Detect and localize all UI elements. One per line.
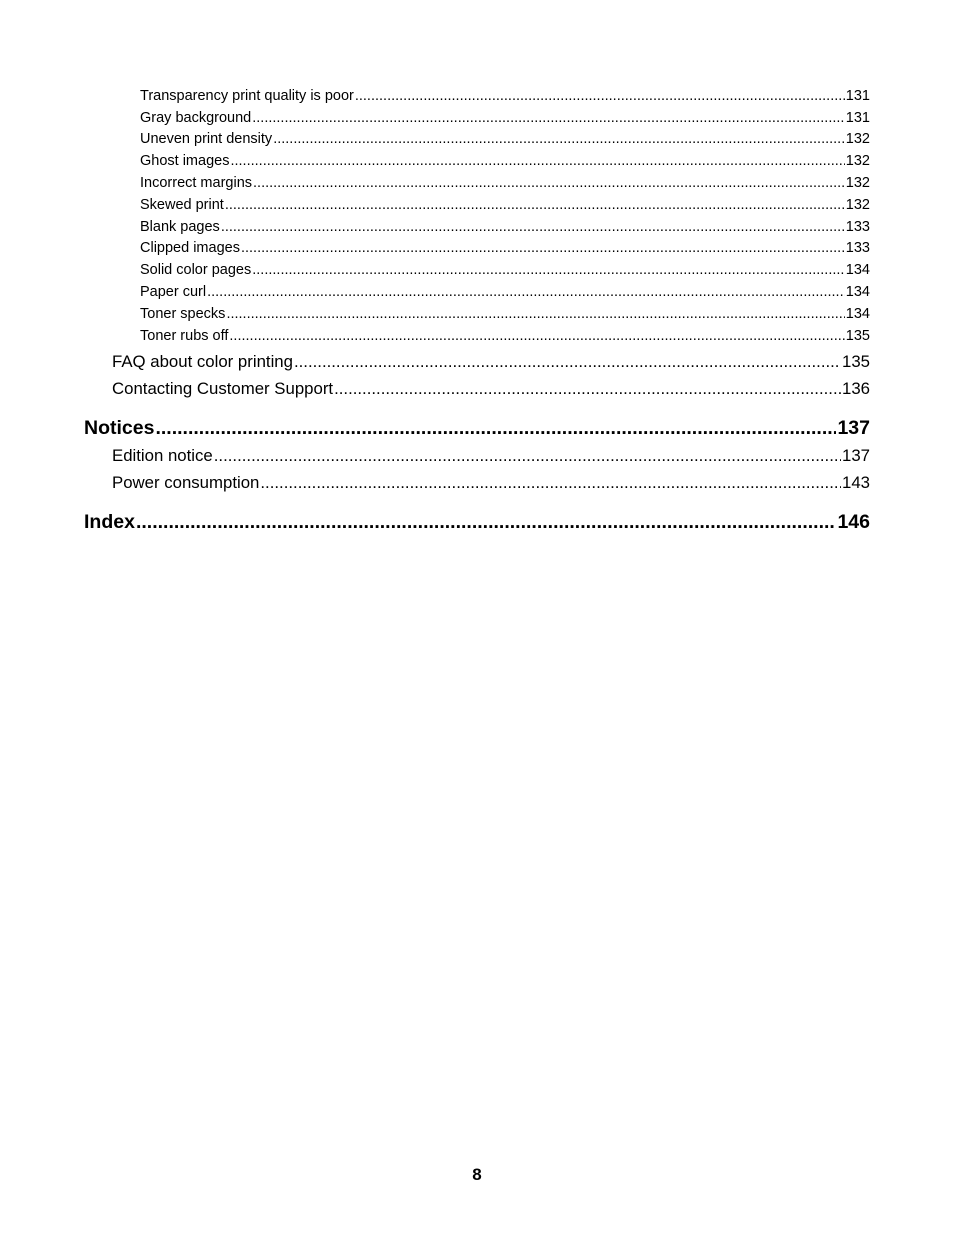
toc-entry-toner-specks[interactable] xyxy=(140,305,870,323)
toc-entry-contacting-customer-support[interactable] xyxy=(112,378,870,400)
toc-entry-toner-rubs-off[interactable] xyxy=(140,327,870,345)
dot-leader xyxy=(252,261,845,279)
toc-entry-page: 134 xyxy=(845,284,870,300)
toc-entry-page: 132 xyxy=(845,175,870,191)
dot-leader xyxy=(136,509,837,535)
toc-entry-ghost-images[interactable] xyxy=(140,152,870,170)
toc-entry-label: Blank pages xyxy=(140,219,220,235)
dot-leader xyxy=(260,472,841,494)
toc-chapter-page: 137 xyxy=(837,417,870,439)
dot-leader xyxy=(229,327,844,345)
dot-leader xyxy=(230,152,844,170)
toc-chapter-label: Index xyxy=(84,511,135,533)
dot-leader xyxy=(214,445,841,467)
dot-leader xyxy=(294,351,841,373)
dot-leader xyxy=(207,283,845,301)
toc-entry-page: 132 xyxy=(845,153,870,169)
toc-entry-uneven-print-density[interactable] xyxy=(140,130,870,148)
dot-leader xyxy=(241,239,845,257)
toc-entry-page: 131 xyxy=(845,110,870,126)
dot-leader xyxy=(273,130,845,148)
toc-entry-page: 132 xyxy=(845,197,870,213)
toc-entry-label: Skewed print xyxy=(140,197,224,213)
toc-entry-label: Clipped images xyxy=(140,240,240,256)
toc-entry-power-consumption[interactable] xyxy=(112,472,870,494)
dot-leader xyxy=(221,218,845,236)
toc-entry-edition-notice[interactable] xyxy=(112,445,870,467)
toc-entry-label: Edition notice xyxy=(112,446,213,465)
toc-entry-blank-pages[interactable] xyxy=(140,218,870,236)
toc-entry-page: 133 xyxy=(845,240,870,256)
toc-chapter-page: 146 xyxy=(837,511,870,533)
toc-entry-label: FAQ about color printing xyxy=(112,352,293,371)
toc-chapter-notices[interactable] xyxy=(84,415,870,441)
toc-entry-clipped-images[interactable] xyxy=(140,239,870,257)
dot-leader xyxy=(334,378,841,400)
toc-entry-gray-background[interactable] xyxy=(140,109,870,127)
toc-entry-page: 137 xyxy=(842,446,870,465)
toc-entry-page: 131 xyxy=(845,88,870,104)
toc-entry-page: 133 xyxy=(845,219,870,235)
toc-entry-label: Paper curl xyxy=(140,284,207,300)
toc-chapter-label: Notices xyxy=(84,417,155,439)
toc-entry-page: 143 xyxy=(842,473,870,492)
toc-entry-page: 135 xyxy=(845,328,870,344)
page-number: 8 xyxy=(472,1165,482,1184)
dot-leader xyxy=(155,415,836,441)
toc-entry-faq-color-printing[interactable] xyxy=(112,351,870,373)
toc-entry-page: 134 xyxy=(845,262,870,278)
toc-entry-label: Transparency print quality is poor xyxy=(140,88,354,104)
toc-entry-label: Toner rubs off xyxy=(140,328,229,344)
toc-entry-transparency-print-quality[interactable] xyxy=(140,87,870,105)
toc-entry-label: Solid color pages xyxy=(140,262,252,278)
toc-entry-label: Ghost images xyxy=(140,153,230,169)
toc-entry-page: 136 xyxy=(842,379,870,398)
dot-leader xyxy=(226,305,844,323)
toc-entry-label: Toner specks xyxy=(140,306,226,322)
dot-leader xyxy=(252,109,845,127)
toc-entry-page: 132 xyxy=(845,131,870,147)
toc-entry-page: 134 xyxy=(845,306,870,322)
toc-entry-label: Power consumption xyxy=(112,473,260,492)
toc-entry-incorrect-margins[interactable] xyxy=(140,174,870,192)
toc-entry-label: Gray background xyxy=(140,110,252,126)
dot-leader xyxy=(225,196,845,214)
toc-entry-page: 135 xyxy=(842,352,870,371)
toc-entry-label: Contacting Customer Support xyxy=(112,379,334,398)
toc-entry-skewed-print[interactable] xyxy=(140,196,870,214)
toc-entry-paper-curl[interactable] xyxy=(140,283,870,301)
toc-entry-solid-color-pages[interactable] xyxy=(140,261,870,279)
toc-entry-label: Uneven print density xyxy=(140,131,273,147)
dot-leader xyxy=(253,174,845,192)
toc-chapter-index[interactable] xyxy=(84,509,870,535)
toc-entry-label: Incorrect margins xyxy=(140,175,253,191)
dot-leader xyxy=(355,87,845,105)
